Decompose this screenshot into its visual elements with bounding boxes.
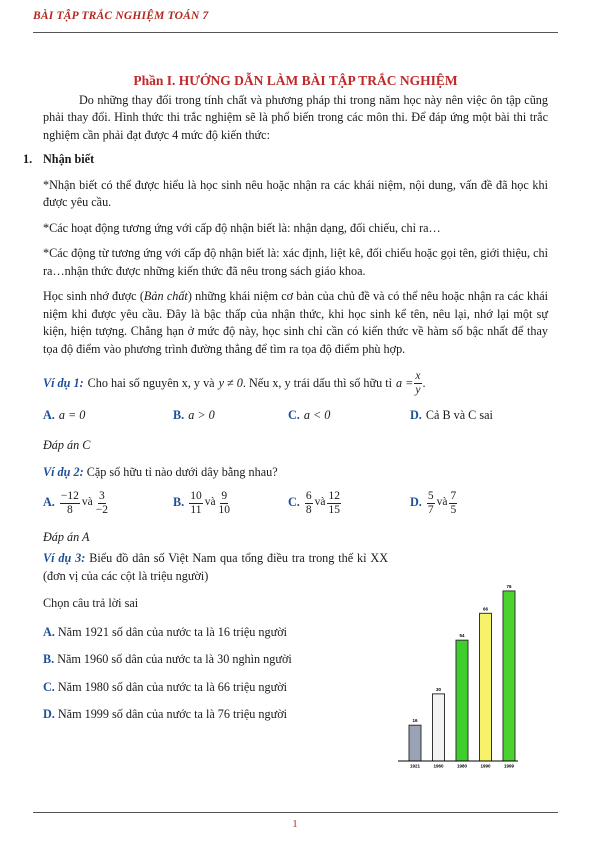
data-label-1921: 16 bbox=[412, 718, 418, 724]
tick-label-1990: 1990 bbox=[480, 763, 491, 769]
page-number: 1 bbox=[292, 818, 298, 830]
bar-1990 bbox=[480, 613, 492, 761]
example-1-lhs: a = bbox=[396, 375, 414, 390]
header-rule bbox=[33, 32, 558, 33]
page-header: BÀI TẬP TRẮC NGHIỆM TOÁN 7 bbox=[33, 10, 209, 22]
data-label-1999: 76 bbox=[506, 583, 512, 589]
population-bar-chart bbox=[393, 572, 523, 772]
paragraph-explanation bbox=[43, 288, 548, 358]
example-1-text: Cho hai số nguyên x, y và bbox=[87, 375, 215, 390]
example-1-condition: y ≠ 0 bbox=[218, 375, 243, 390]
example-2-text: Cặp số hữu tỉ nào dưới dây bằng nhau? bbox=[86, 465, 278, 479]
tick-label-1980: 1980 bbox=[456, 763, 468, 769]
example-1-answer: Đáp án C bbox=[43, 437, 91, 452]
example-1-option-c[interactable]: C. a < 0 bbox=[288, 408, 331, 422]
example-2-option-b[interactable]: B. $\frac{10}{11}$ và $\frac{9}{10}$ bbox=[173, 489, 231, 516]
example-3-question bbox=[43, 550, 388, 585]
p4-part-b: ) những khái niệm cơ bản của chủ đề và có thể nêu hoặc nhận ra các khái niệm khi được yêu cầu. Đây là bậc thấp của nhận thức, khi học sinh kể tên, nêu lại, nhớ lại một sự kiện, hiện tượng. Chẳng hạn ở mức độ này, học sinh chỉ cần có kiến thức về hàm số bậc nhất để thay tọa độ điểm vào phương trình đường thẳng để tìm ra tọa độ điểm phù hợp. bbox=[43, 289, 548, 356]
example-3-label: Ví dụ 3: bbox=[43, 551, 86, 565]
example-2-option-c[interactable]: C. $\frac{6}{8}$ và $\frac{12}{15}$ bbox=[288, 489, 340, 516]
section-heading bbox=[23, 151, 548, 169]
example-1-question: Ví dụ 1: Cho hai số nguyên x, y và y ≠ 0 . Nếu x, y trái dấu thì số hữu tỉ a = $\frac{x}{y}$ . bbox=[43, 370, 426, 396]
tick-label-1960: 1960 bbox=[433, 763, 444, 769]
example-2-options bbox=[43, 490, 548, 517]
paragraph-activities: *Các hoạt động tương ứng với cấp độ nhận biết là: nhận dạng, đối chiếu, chỉ ra… bbox=[43, 220, 441, 235]
paragraph-verbs: *Các động từ tương ứng với cấp độ nhận biết là: xác định, liệt kê, đối chiếu hoặc gọi tên, giới thiệu, chỉ ra…nhận thức được những kiến thức đã nêu trong sách giáo khoa. bbox=[43, 246, 548, 278]
bar-1921 bbox=[409, 725, 421, 761]
paragraph-definition: *Nhận biết có thể được hiểu là học sinh nêu hoặc nhận ra các khái niệm, nội dung, vấn đề đã học khi được yêu cầu. bbox=[43, 177, 548, 209]
footer-rule bbox=[33, 812, 558, 813]
example-3-text: Biểu đồ dân số Việt Nam qua tổng điều tra trong thế kỉ XX (đơn vị của các cột là triệu người) bbox=[43, 551, 388, 583]
example-3-option-d[interactable]: D. Năm 1999 số dân của nước ta là 76 triệu người bbox=[43, 707, 288, 721]
data-label-1990: 66 bbox=[482, 606, 489, 612]
example-1-option-b[interactable]: B. a > 0 bbox=[173, 408, 215, 422]
example-2-option-a[interactable]: A. $\frac{-12}{8}$ và $\frac{3}{-2}$ bbox=[43, 489, 108, 516]
tick-label-1999: 1999 bbox=[503, 763, 515, 769]
intro-paragraph: Do những thay đổi trong tính chất và phương pháp thi trong năm học này nên việc ôn tập cũng phải thay đổi. Hình thức thi trắc nghiệm sẽ là phổ biến trong các môn thi. Để đáp ứng một bài thi trắc nghiệm cần phải đạt được 4 mức độ kiến thức: bbox=[43, 92, 548, 142]
example-1-options bbox=[43, 407, 548, 425]
data-label-1960: 30 bbox=[435, 686, 442, 692]
example-2-question bbox=[43, 464, 548, 482]
example-1-option-d[interactable]: D. Cả B và C sai bbox=[410, 408, 493, 422]
example-1-text2: . Nếu x, y trái dấu thì số hữu tỉ bbox=[242, 375, 393, 390]
section-title: Nhận biết bbox=[43, 152, 95, 166]
example-3-prompt: Chọn câu trả lời sai bbox=[43, 596, 139, 610]
example-1-option-a[interactable]: A. a = 0 bbox=[43, 408, 86, 422]
bar-1960 bbox=[433, 694, 445, 761]
p4-emphasis: Bản chất bbox=[143, 289, 188, 303]
bar-1980 bbox=[456, 640, 468, 761]
example-1-label: Ví dụ 1: bbox=[43, 375, 84, 390]
tick-label-1921: 1921 bbox=[409, 763, 421, 769]
example-2-label: Ví dụ 2: bbox=[43, 465, 84, 479]
example-3-option-b[interactable]: B. Năm 1960 số dân của nước ta là 30 nghìn người bbox=[43, 652, 292, 666]
example-3-option-a[interactable]: A. Năm 1921 số dân của nước ta là 16 triệu người bbox=[43, 624, 288, 639]
bar-1999 bbox=[503, 591, 515, 761]
p4-part-a: Học sinh nhớ được ( bbox=[43, 289, 144, 303]
part-title: Phần I. HƯỚNG DẪN LÀM BÀI TẬP TRẮC NGHIỆM bbox=[133, 73, 458, 88]
example-1-fraction: $\frac{x}{y}$ bbox=[415, 370, 421, 396]
example-2-option-d[interactable]: D. $\frac{5}{7}$ và $\frac{7}{5}$ bbox=[410, 489, 457, 516]
section-number: 1. bbox=[23, 152, 33, 166]
example-3-option-c[interactable]: C. Năm 1980 số dân của nước ta là 66 triệu người bbox=[43, 679, 288, 694]
example-2-answer: Đáp án A bbox=[43, 529, 90, 544]
data-label-1980: 54 bbox=[459, 633, 465, 639]
